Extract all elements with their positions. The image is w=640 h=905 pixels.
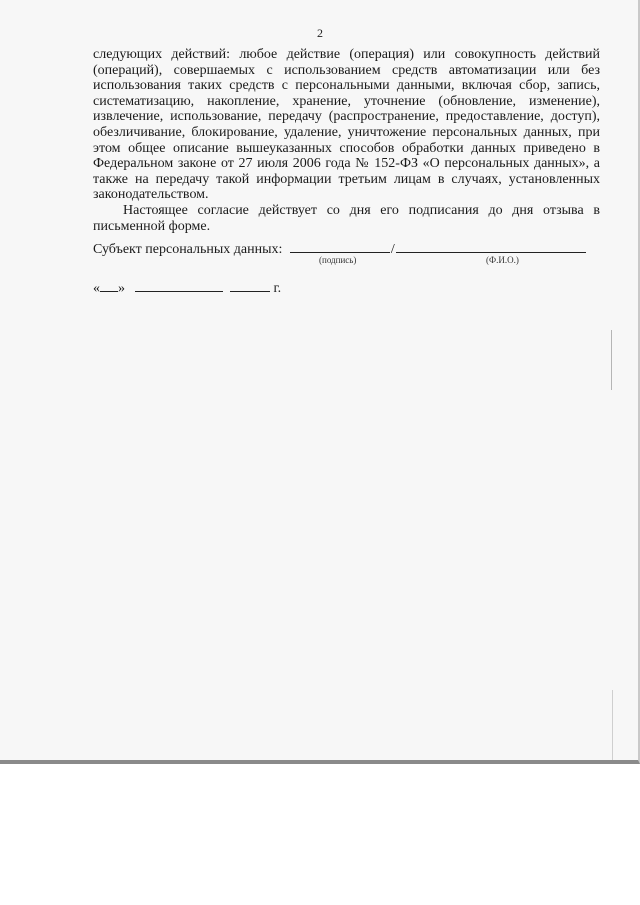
date-close-quote: » xyxy=(118,281,125,296)
full-name-blank xyxy=(396,240,586,253)
full-name-caption: (Ф.И.О.) xyxy=(486,255,519,265)
consent-paragraph-actions: следующих действий: любое действие (операция) или совокупность действий (операций), совершаемых с использованием средств автоматизации или без использования таких средств с персональными данными, включая сбор, запись, систематизацию, накопление, хранение, уточнение (обновление, изменение), извлечение, использование, передачу (распространение, предоставление, доступ), обезличивание, блокирование, удаление, уничтожение персональных данных, при этом общее описание вышеуказанных способов обработки данных приведено в Федеральном законе от 27 июля 2006 года № 152-ФЗ «О персональных данных», а также на передачу такой информации третьим лицам в случаях, установленных законодательством. xyxy=(93,47,600,203)
year-suffix: г. xyxy=(273,281,282,296)
signature-label: Субъект персональных данных: xyxy=(93,242,283,257)
date-open-quote: « xyxy=(93,281,100,296)
year-blank xyxy=(230,280,270,292)
signature-blank xyxy=(290,240,390,253)
signature-slash: / xyxy=(390,242,395,257)
scan-artifact xyxy=(612,690,613,760)
document-body xyxy=(93,47,600,234)
month-blank xyxy=(135,280,223,292)
date-line xyxy=(93,280,281,297)
scan-artifact xyxy=(611,330,612,390)
page-number: 2 xyxy=(317,26,323,40)
consent-paragraph-validity: Настоящее согласие действует со дня его подписания до дня отзыва в письменной форме. xyxy=(93,202,600,234)
day-blank xyxy=(100,280,118,292)
signature-caption: (подпись) xyxy=(319,255,357,265)
